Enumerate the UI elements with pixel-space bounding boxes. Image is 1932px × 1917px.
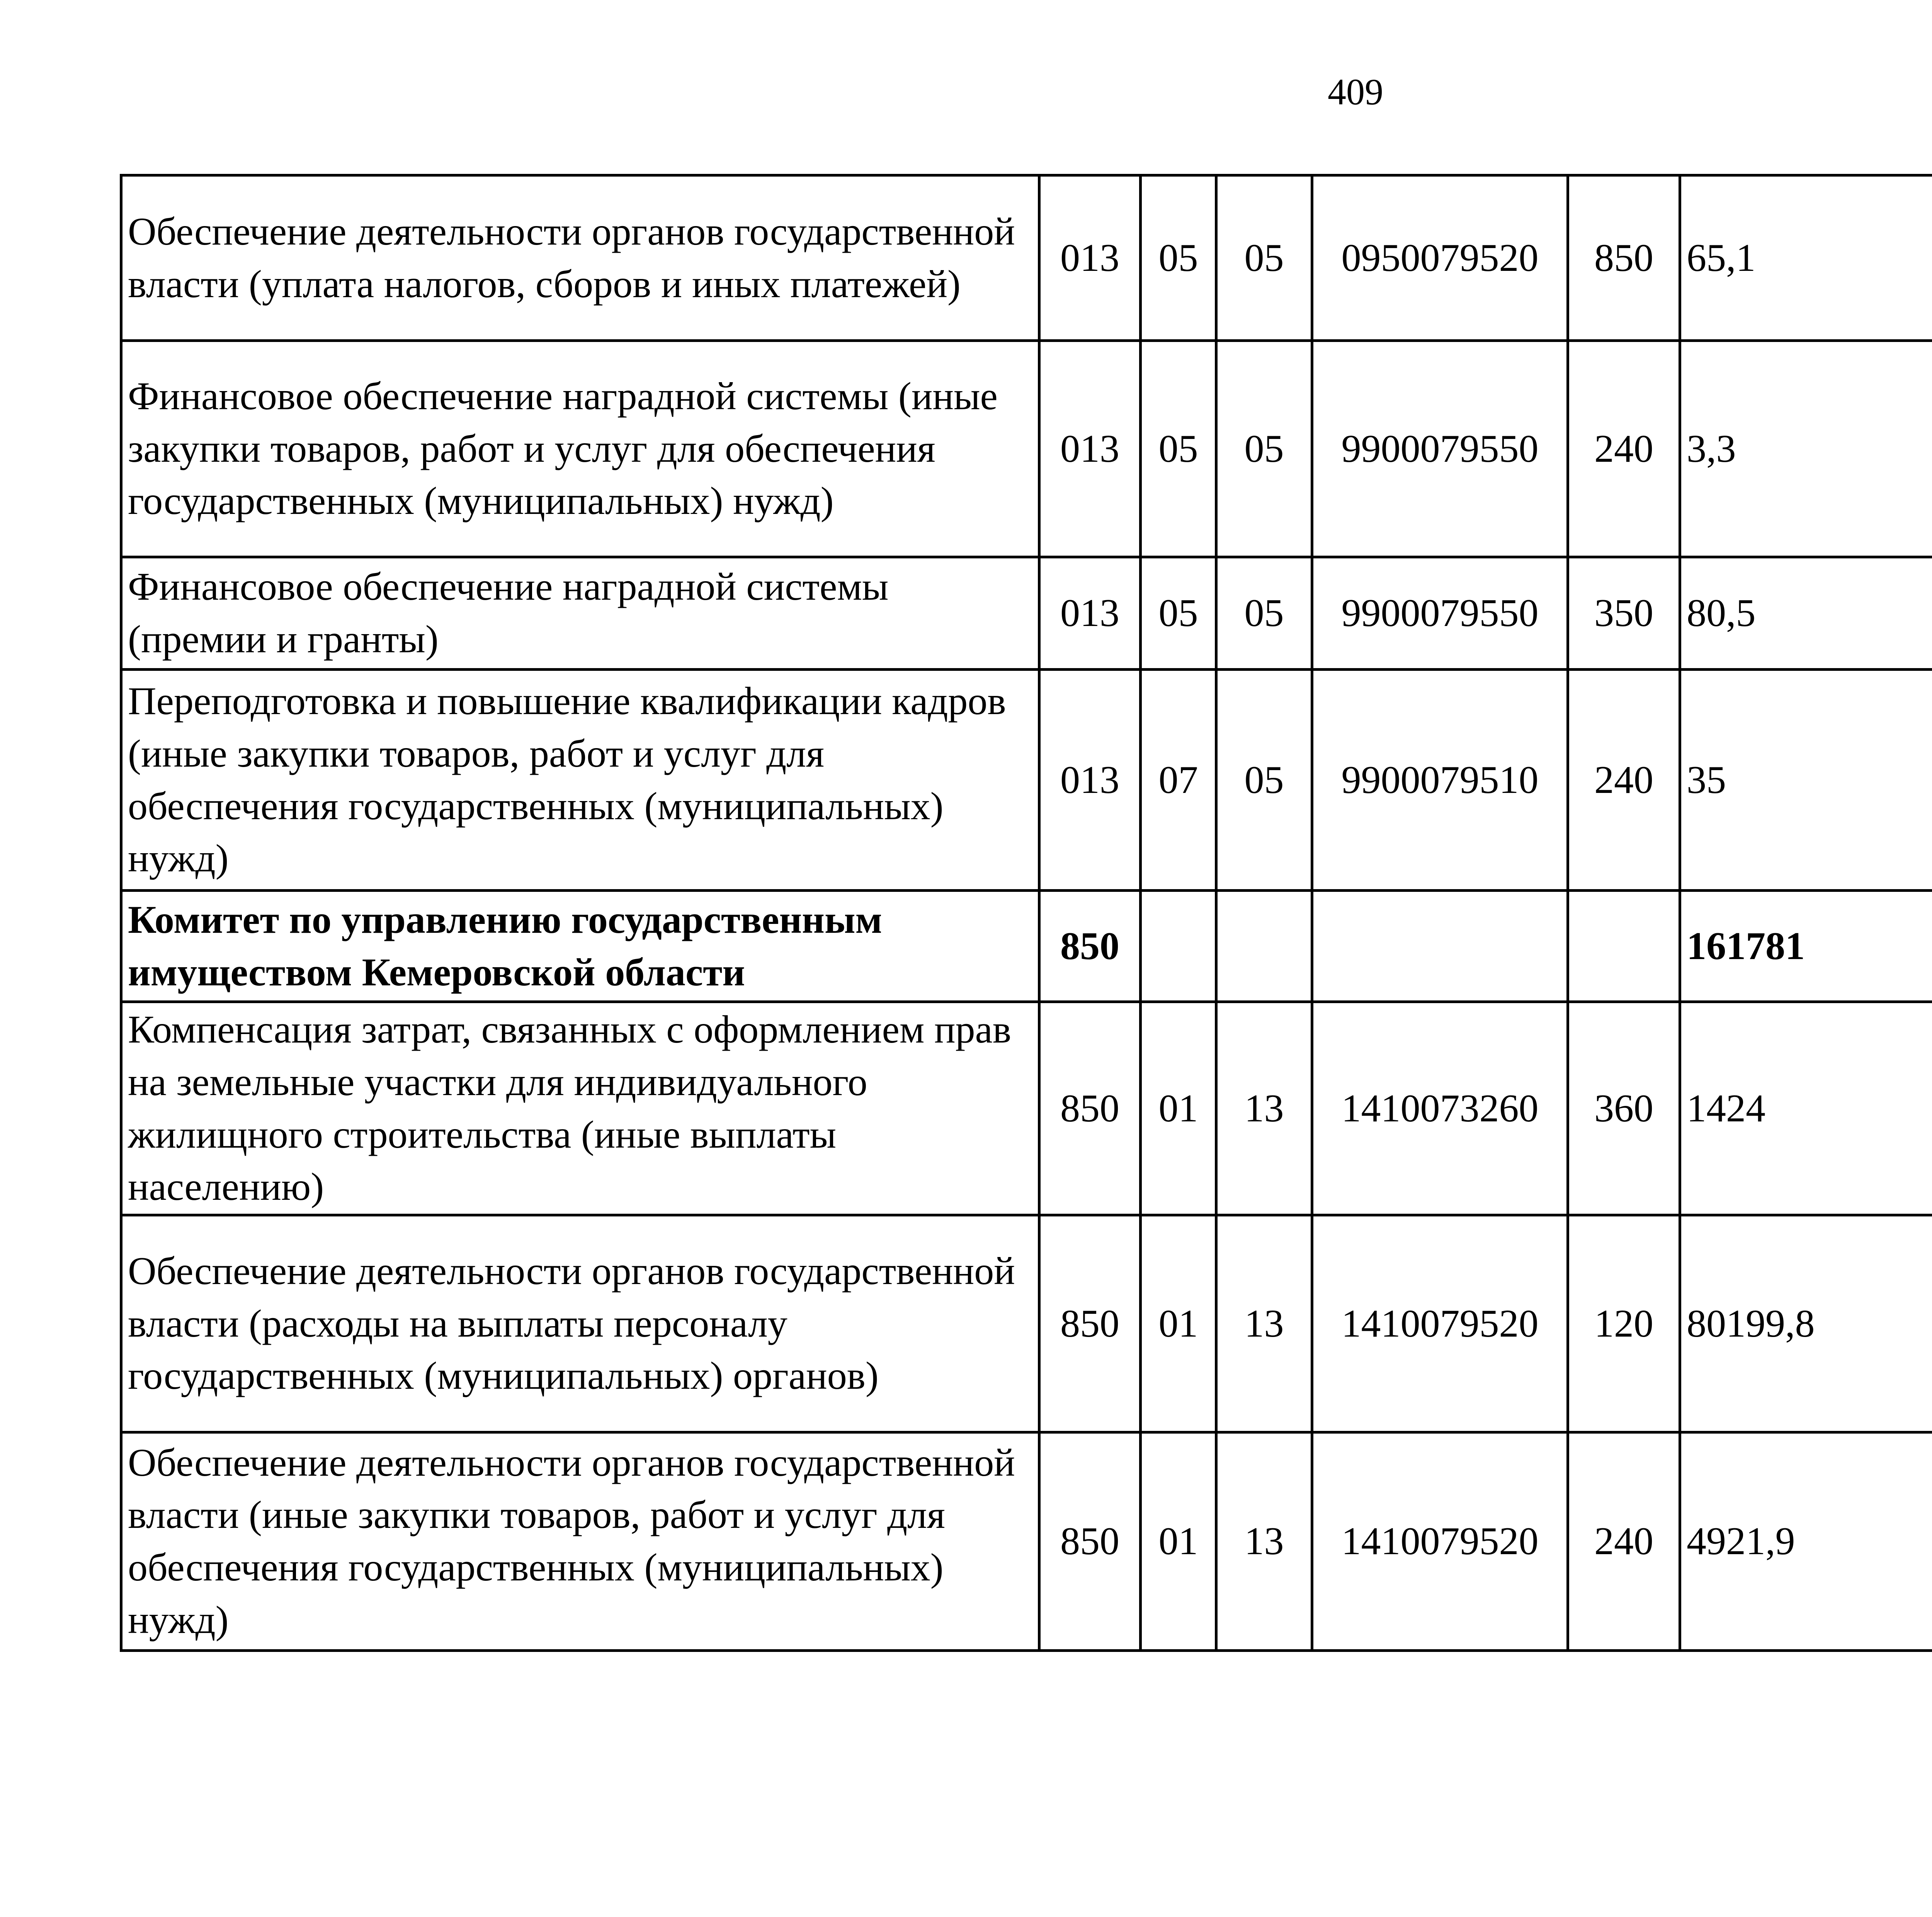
amount-year1-cell: 4921,9 [1680, 1432, 1932, 1651]
expense-name-cell: Переподготовка и повышение квалификации кадров (иные закупки товаров, работ и услуг для обеспечения государственных (муниципальных) нужд) [121, 670, 1039, 891]
ministry-code-cell: 013 [1039, 557, 1141, 670]
subsection-code-cell [1216, 891, 1312, 1002]
ministry-code-cell: 850 [1039, 1002, 1141, 1215]
table-row-section-total [121, 891, 1932, 1002]
amount-year1-cell: 3,3 [1680, 341, 1932, 557]
section-code-cell [1141, 891, 1216, 1002]
amount-year1-cell: 161781 [1680, 891, 1932, 1002]
subsection-code-cell: 13 [1216, 1002, 1312, 1215]
section-code-cell: 05 [1141, 175, 1216, 341]
subsection-code-cell: 05 [1216, 175, 1312, 341]
target-article-cell: 9900079550 [1312, 341, 1568, 557]
table-row [121, 670, 1932, 891]
target-article-cell: 1410079520 [1312, 1432, 1568, 1651]
target-article-cell: 0950079520 [1312, 175, 1568, 341]
expense-type-cell: 240 [1568, 341, 1680, 557]
section-code-cell: 05 [1141, 341, 1216, 557]
subsection-code-cell: 13 [1216, 1432, 1312, 1651]
section-code-cell: 05 [1141, 557, 1216, 670]
subsection-code-cell: 05 [1216, 341, 1312, 557]
expense-name-cell: Финансовое обеспечение наградной системы (иные закупки товаров, работ и услуг для обеспечения государственных (муниципальных) нужд) [121, 341, 1039, 557]
ministry-code-cell: 850 [1039, 891, 1141, 1002]
ministry-code-cell: 850 [1039, 1432, 1141, 1651]
expense-type-cell: 240 [1568, 1432, 1680, 1651]
amount-year1-cell: 1424 [1680, 1002, 1932, 1215]
expense-type-cell: 350 [1568, 557, 1680, 670]
ministry-code-cell: 013 [1039, 341, 1141, 557]
expense-name-cell: Финансовое обеспечение наградной системы (премии и гранты) [121, 557, 1039, 670]
target-article-cell: 1410079520 [1312, 1215, 1568, 1432]
expense-type-cell: 850 [1568, 175, 1680, 341]
target-article-cell: 9900079550 [1312, 557, 1568, 670]
expense-type-cell [1568, 891, 1680, 1002]
subsection-code-cell: 05 [1216, 557, 1312, 670]
section-code-cell: 01 [1141, 1215, 1216, 1432]
table-row [121, 1432, 1932, 1651]
table-row [121, 175, 1932, 341]
expense-type-cell: 360 [1568, 1002, 1680, 1215]
expense-name-cell: Обеспечение деятельности органов государственной власти (иные закупки товаров, работ и услуг для обеспечения государственных (муниципальных) нужд) [121, 1432, 1039, 1651]
amount-year1-cell: 80,5 [1680, 557, 1932, 670]
section-code-cell: 07 [1141, 670, 1216, 891]
table-row [121, 341, 1932, 557]
table-row [121, 1002, 1932, 1215]
page-number: 409 [1328, 71, 1383, 112]
amount-year1-cell: 80199,8 [1680, 1215, 1932, 1432]
expense-type-cell: 120 [1568, 1215, 1680, 1432]
ministry-code-cell: 013 [1039, 670, 1141, 891]
ministry-code-cell: 013 [1039, 175, 1141, 341]
expense-name-cell: Компенсация затрат, связанных с оформлением прав на земельные участки для индивидуального жилищного строительства (иные выплаты населению) [121, 1002, 1039, 1215]
budget-table [120, 174, 1932, 1652]
table-row [121, 557, 1932, 670]
amount-year1-cell: 35 [1680, 670, 1932, 891]
amount-year1-cell: 65,1 [1680, 175, 1932, 341]
ministry-code-cell: 850 [1039, 1215, 1141, 1432]
expense-name-cell: Обеспечение деятельности органов государственной власти (уплата налогов, сборов и иных платежей) [121, 175, 1039, 341]
table-row [121, 1215, 1932, 1432]
subsection-code-cell: 05 [1216, 670, 1312, 891]
target-article-cell: 9900079510 [1312, 670, 1568, 891]
expense-name-cell: Обеспечение деятельности органов государственной власти (расходы на выплаты персоналу государственных (муниципальных) органов) [121, 1215, 1039, 1432]
target-article-cell: 1410073260 [1312, 1002, 1568, 1215]
section-code-cell: 01 [1141, 1002, 1216, 1215]
subsection-code-cell: 13 [1216, 1215, 1312, 1432]
target-article-cell [1312, 891, 1568, 1002]
expense-name-cell: Комитет по управлению государственным имуществом Кемеровской области [121, 891, 1039, 1002]
section-code-cell: 01 [1141, 1432, 1216, 1651]
expense-type-cell: 240 [1568, 670, 1680, 891]
